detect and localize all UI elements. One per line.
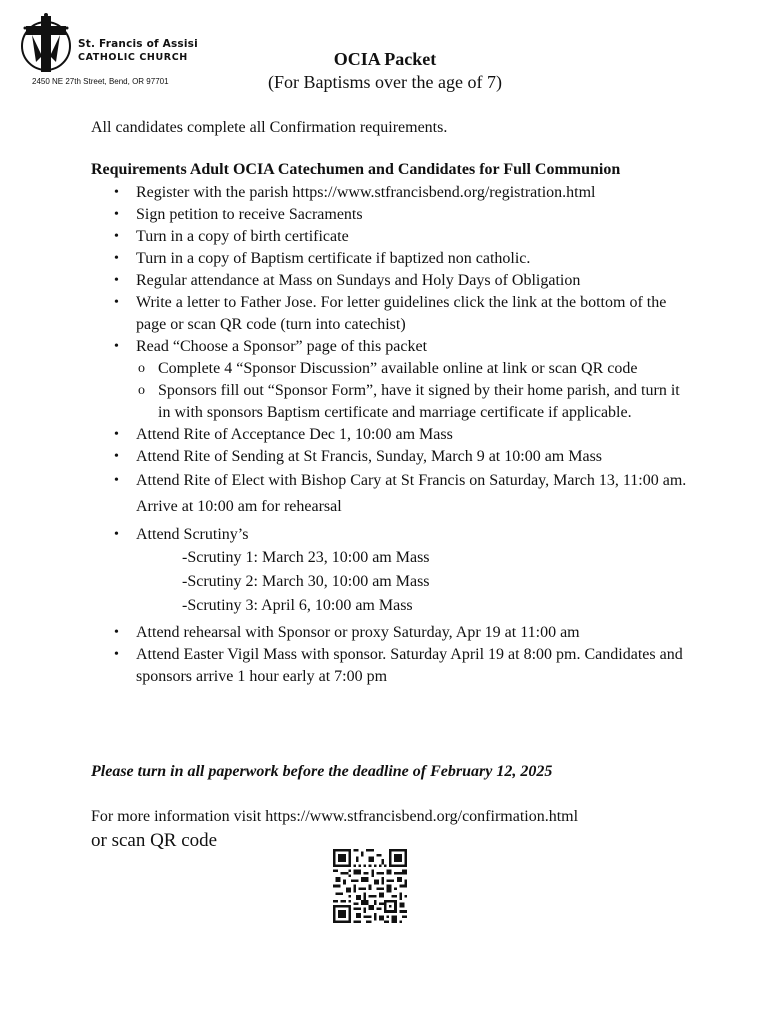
list-item <box>136 468 696 520</box>
list-item: • Turn in a copy of Baptism certificate if baptized non catholic. <box>136 248 696 270</box>
list-item: • Attend Rite of Sending at St Francis, Sunday, March 9 at 10:00 am Mass <box>136 446 696 468</box>
list-item: • Attend rehearsal with Sponsor or proxy Saturday, Apr 19 at 11:00 am <box>136 622 696 644</box>
list-item: • Regular attendance at Mass on Sundays and Holy Days of Obligation <box>136 270 696 292</box>
list-item-scrutiny <box>136 524 696 618</box>
requirements-list <box>136 182 696 688</box>
more-info-link[interactable]: For more information visit https://www.stfrancisbend.org/confirmation.html <box>91 808 579 825</box>
list-item-text: Attend Rite of Elect with Bishop Cary at St Francis on Saturday, March 13, 11:00 am. Arrive at 10:00 am for rehearsal <box>136 472 687 515</box>
list-item: • Write a letter to Father Jose. For letter guidelines click the link at the bottom of the page or scan QR code (turn into catechist) <box>136 292 696 336</box>
requirements-heading: Requirements Adult OCIA Catechumen and Candidates for Full Communion <box>91 161 621 178</box>
list-item: • Turn in a copy of birth certificate <box>136 226 696 248</box>
logo-name-line1: St. Francis of Assisi <box>78 38 198 50</box>
logo-name-line2: CATHOLIC CHURCH <box>78 52 188 63</box>
logo-address: 2450 NE 27th Street, Bend, OR 97701 <box>32 77 169 86</box>
scrutiny-line: -Scrutiny 1: March 23, 10:00 am Mass <box>182 549 430 566</box>
sub-list-item: o Complete 4 “Sponsor Discussion” available online at link or scan QR code <box>158 358 696 380</box>
list-item: • Sign petition to receive Sacraments <box>136 204 696 226</box>
list-item: • Attend Easter Vigil Mass with sponsor. Saturday April 19 at 8:00 pm. Candidates and sponsors arrive 1 hour early at 7:00 pm <box>136 644 696 688</box>
intro-text: All candidates complete all Confirmation requirements. <box>91 119 448 136</box>
sponsor-sublist <box>136 358 696 424</box>
deadline-notice: Please turn in all paperwork before the deadline of February 12, 2025 <box>91 763 553 780</box>
page-subtitle: (For Baptisms over the age of 7) <box>268 72 502 92</box>
scrutiny-line: -Scrutiny 2: March 30, 10:00 am Mass <box>182 573 430 590</box>
scan-qr-text: or scan QR code <box>91 830 218 851</box>
list-item: • Register with the parish https://www.stfrancisbend.org/registration.html <box>136 182 696 204</box>
list-item-text: Attend Scrutiny’s <box>136 526 249 543</box>
sub-list-item: o Sponsors fill out “Sponsor Form”, have it signed by their home parish, and turn it in with sponsors Baptism certificate and marriage certificate if applicable. <box>158 380 696 424</box>
scrutiny-line: -Scrutiny 3: April 6, 10:00 am Mass <box>182 597 413 614</box>
list-item: • Attend Rite of Acceptance Dec 1, 10:00 am Mass <box>136 424 696 446</box>
list-item-sponsor <box>136 336 696 424</box>
page-title: OCIA Packet <box>333 49 437 69</box>
list-item-text: Read “Choose a Sponsor” page of this packet <box>136 338 428 355</box>
qr-code-icon[interactable] <box>333 849 407 923</box>
